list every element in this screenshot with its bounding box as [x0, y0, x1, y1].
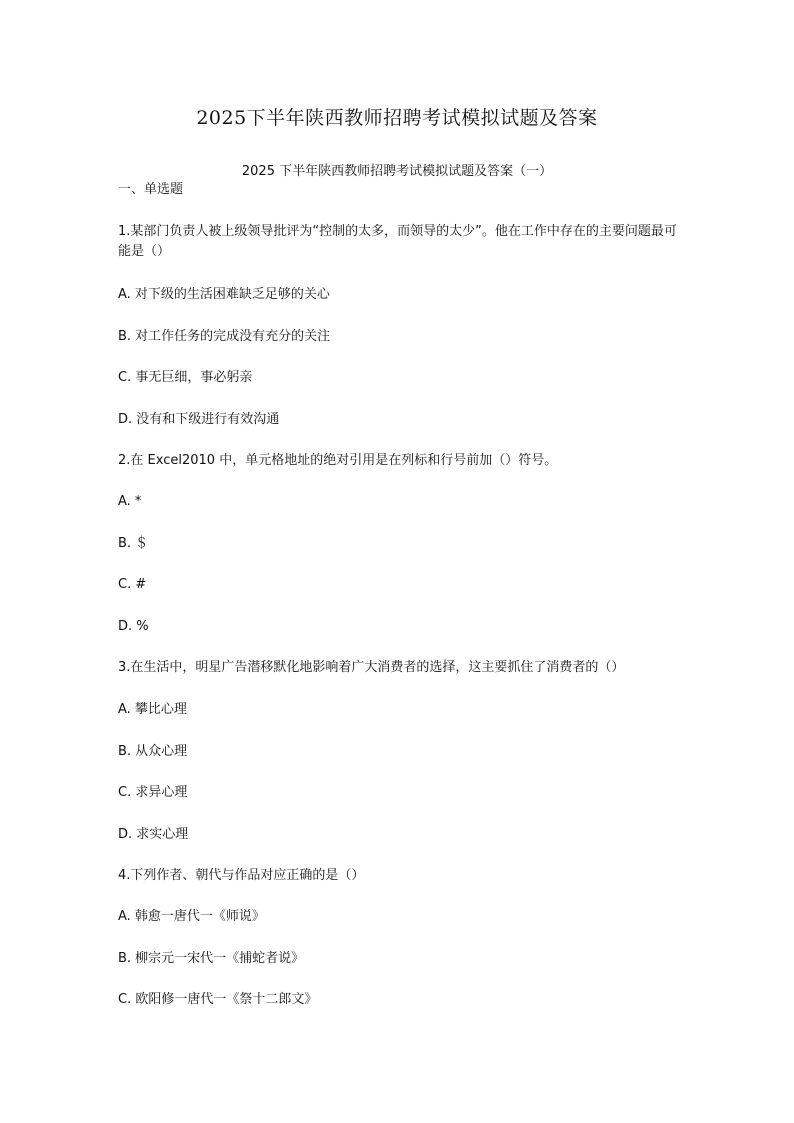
question-option: C. 欧阳修一唐代一《祭十二郎文》: [118, 992, 318, 1007]
section-heading: 一、单选题: [118, 182, 184, 197]
question-option: A. 攀比心理: [118, 702, 187, 717]
question-option: D. %: [118, 619, 149, 634]
question-option: B. 柳宗元一宋代一《捕蛇者说》: [118, 951, 305, 966]
question-option: B. 对工作任务的完成没有充分的关注: [118, 329, 331, 344]
question-text: 1.某部门负责人被上级领导批评为“控制的太多，而领导的太少”。他在工作中存在的主要问题最可能是（）: [118, 224, 677, 259]
question-text: 3.在生活中，明星广告潜移默化地影响着广大消费者的选择，这主要抓住了消费者的（）: [118, 660, 625, 675]
question-option: B. 从众心理: [118, 744, 188, 759]
question-option: A. 韩愈一唐代一《师说》: [118, 909, 265, 924]
document-subtitle: 2025 下半年陕西教师招聘考试模拟试题及答案（一）: [241, 164, 553, 179]
question-text: 2.在 Excel2010 中，单元格地址的绝对引用是在列标和行号前加（）符号。: [118, 453, 558, 468]
question-text: 4.下列作者、朝代与作品对应正确的是（）: [118, 868, 365, 883]
question-option: C. #: [118, 577, 147, 592]
question-option: D. 求实心理: [118, 827, 189, 842]
document-title: 2025下半年陕西教师招聘考试模拟试题及答案: [196, 107, 598, 129]
question-option: A. *: [118, 494, 142, 509]
question-option: C. 事无巨细，事必躬亲: [118, 370, 253, 385]
question-option: C. 求异心理: [118, 785, 188, 800]
question-option: A. 对下级的生活困难缺乏足够的关心: [118, 287, 330, 302]
question-option: B. ＄: [118, 536, 149, 551]
question-option: D. 没有和下级进行有效沟通: [118, 412, 280, 427]
